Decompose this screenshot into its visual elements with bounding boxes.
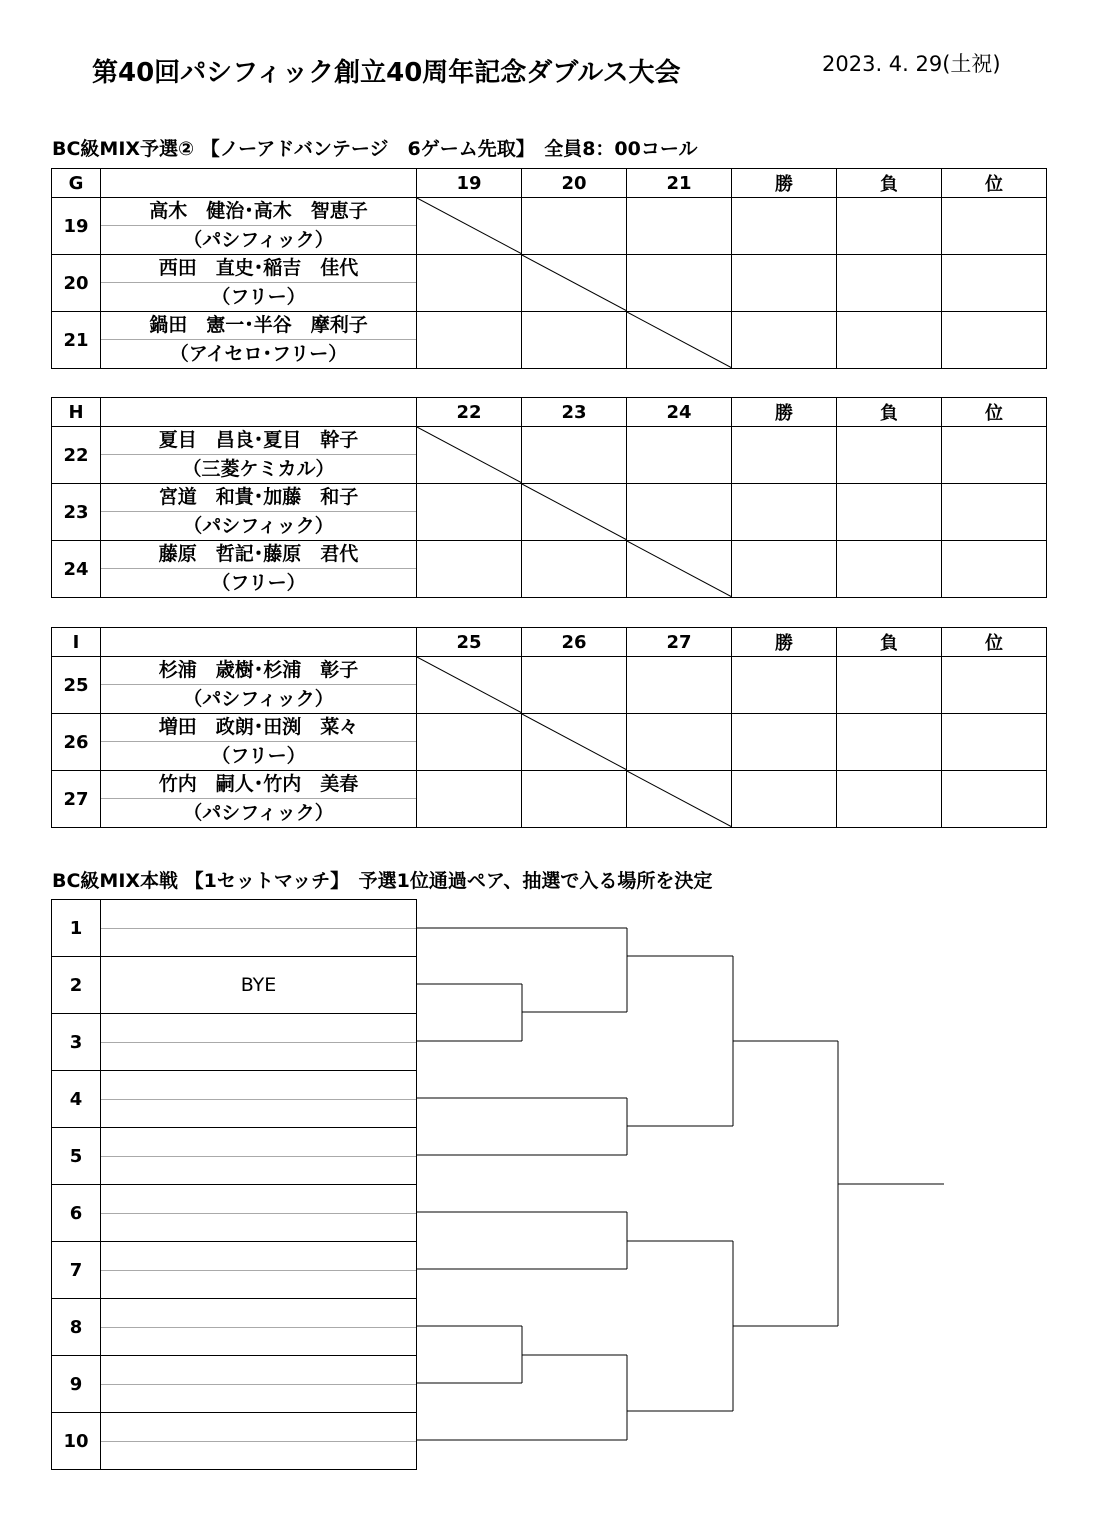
draw-slot-number: 9 <box>52 1356 101 1413</box>
loss-header: 負 <box>837 628 942 657</box>
club-name: （パシフィック） <box>183 688 334 710</box>
prelim-title-text: BC級MIX予選② 【ノーアドバンテージ 6ゲーム先取】 全員8：00コール <box>52 138 698 160</box>
group-label: I <box>52 628 101 657</box>
win-header: 勝 <box>732 169 837 198</box>
draw-slot-number: 8 <box>52 1299 101 1356</box>
player-names: 竹内 嗣人･竹内 美春 <box>101 771 416 799</box>
bye-label: BYE <box>240 974 277 996</box>
draw-slot-number: 3 <box>52 1014 101 1071</box>
player-names: 西田 直史･稲吉 佳代 <box>101 255 416 283</box>
entry-number: 22 <box>52 427 101 484</box>
loss-header: 負 <box>837 398 942 427</box>
entry-number: 23 <box>52 484 101 541</box>
player-names: 高木 健治･高木 智恵子 <box>101 198 416 226</box>
opponent-header: 21 <box>627 169 732 198</box>
win-header: 勝 <box>732 398 837 427</box>
club-name: （パシフィック） <box>183 515 334 537</box>
draw-slot-number: 7 <box>52 1242 101 1299</box>
draw-slot-number: 1 <box>52 900 101 957</box>
club-name: （パシフィック） <box>183 802 334 824</box>
club-name: （三菱ケミカル） <box>182 458 335 480</box>
draw-slot-number: 4 <box>52 1071 101 1128</box>
club-name: （フリー） <box>211 286 306 308</box>
player-names: 宮道 和貴･加藤 和子 <box>101 484 416 512</box>
entry-number: 25 <box>52 657 101 714</box>
draw-slot-number: 2 <box>52 957 101 1014</box>
opponent-header: 19 <box>417 169 522 198</box>
opponent-header: 27 <box>627 628 732 657</box>
entry-number: 19 <box>52 198 101 255</box>
win-header: 勝 <box>732 628 837 657</box>
draw-slot-number: 5 <box>52 1128 101 1185</box>
club-name: （アイセロ･フリー） <box>169 343 348 365</box>
opponent-header: 26 <box>522 628 627 657</box>
rank-header: 位 <box>942 628 1047 657</box>
entry-number: 24 <box>52 541 101 598</box>
entry-number: 27 <box>52 771 101 828</box>
club-name: （パシフィック） <box>183 229 334 251</box>
event-date: 2023. 4. 29(土祝) <box>822 52 1001 76</box>
opponent-header: 23 <box>522 398 627 427</box>
opponent-header: 25 <box>417 628 522 657</box>
opponent-header: 20 <box>522 169 627 198</box>
player-names: 藤原 哲記･藤原 君代 <box>101 541 416 569</box>
draw-slot-number: 10 <box>52 1413 101 1470</box>
group-label: G <box>52 169 101 198</box>
club-name: （フリー） <box>211 572 306 594</box>
opponent-header: 22 <box>417 398 522 427</box>
entry-number: 20 <box>52 255 101 312</box>
loss-header: 負 <box>837 169 942 198</box>
player-names: 杉浦 歳樹･杉浦 彰子 <box>101 657 416 685</box>
club-name: （フリー） <box>211 745 306 767</box>
group-label: H <box>52 398 101 427</box>
page-title: 第40回パシフィック創立40周年記念ダブルス大会 <box>92 58 681 88</box>
entry-number: 21 <box>52 312 101 369</box>
player-names: 夏目 昌良･夏目 幹子 <box>101 427 416 455</box>
entry-number: 26 <box>52 714 101 771</box>
opponent-header: 24 <box>627 398 732 427</box>
main-title-text: BC級MIX本戦 【1セットマッチ】 予選1位通過ペア、抽選で入る場所を決定 <box>52 870 713 892</box>
rank-header: 位 <box>942 398 1047 427</box>
player-names: 鍋田 憲一･半谷 摩利子 <box>101 312 416 340</box>
draw-slot-number: 6 <box>52 1185 101 1242</box>
player-names: 増田 政朗･田渕 菜々 <box>101 714 416 742</box>
rank-header: 位 <box>942 169 1047 198</box>
